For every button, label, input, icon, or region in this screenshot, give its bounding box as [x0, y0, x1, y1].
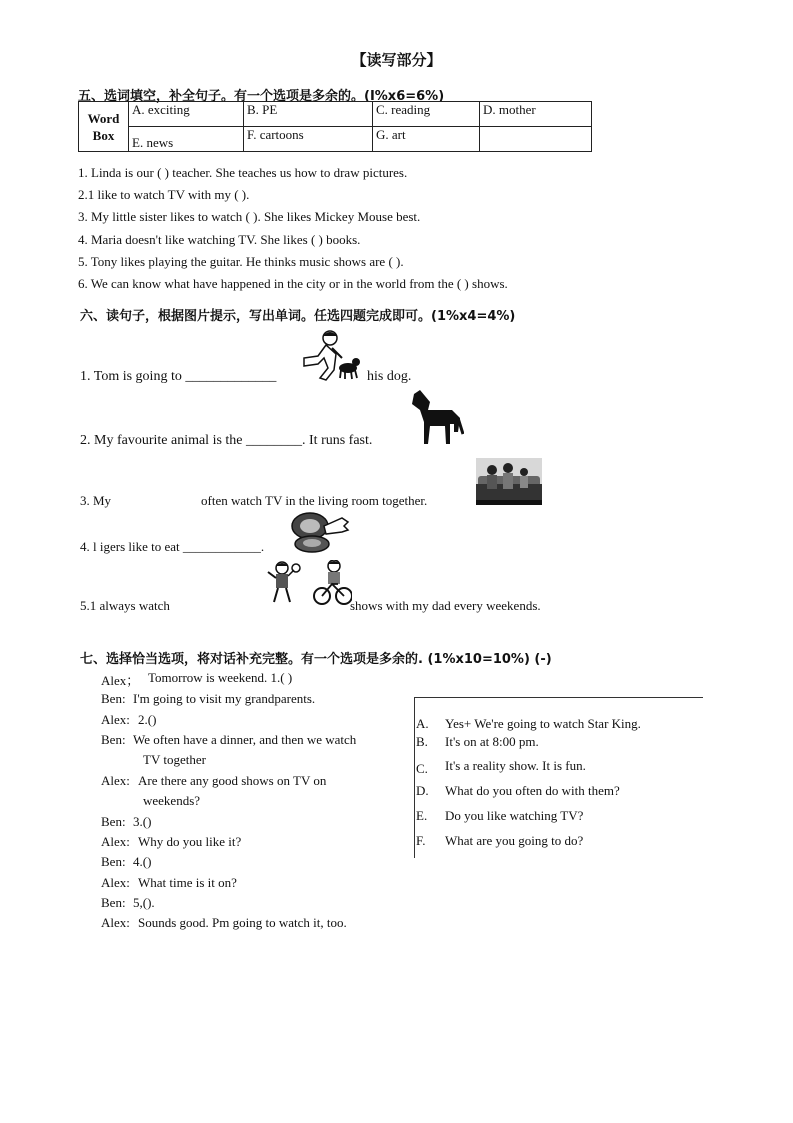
choice-text: It's on at 8:00 pm.: [445, 734, 539, 749]
dialogue-speaker: Ben:: [101, 814, 126, 829]
s5-sentence-4: 4. Maria doesn't like watching TV. She likes ( ) books.: [78, 232, 361, 247]
dialogue-line: I'm going to visit my grandparents.: [133, 691, 316, 706]
word-option: G. art: [373, 127, 480, 152]
s6-q2: 2. My favourite animal is the ________. It runs fast.: [80, 433, 373, 448]
s5-sentence-6: 6. We can know what have happened in the city or in the world from the ( ) shows.: [78, 276, 508, 291]
dialogue-speaker: Alex:: [101, 712, 130, 727]
choice-text: It's a reality show. It is fun.: [445, 758, 586, 773]
dialogue-speaker: Ben:: [101, 854, 126, 869]
s6-q1-start: 1. Tom is going to _____________: [80, 369, 277, 384]
section-6-heading: 六、读句子，根据图片提示，写出单词。任选四题完成即可。(1%x4=4%): [80, 309, 516, 324]
s5-sentence-5: 5. Tony likes playing the guitar. He thinks music shows are ( ).: [78, 254, 404, 269]
horse-picture: [408, 388, 464, 446]
choice-letter: C.: [416, 761, 428, 776]
word-option-empty: [480, 127, 592, 152]
word-option: D. mother: [480, 102, 592, 127]
dialogue-speaker: Ben:: [101, 691, 126, 706]
boy-walking-dog-picture: [296, 328, 362, 382]
dialogue-line: Why do you like it?: [138, 834, 242, 849]
dialogue-speaker: Alex:: [101, 875, 130, 890]
dialogue-speaker: Alex:: [101, 773, 130, 788]
word-option: C. reading: [373, 102, 480, 127]
family-on-sofa-picture: [476, 458, 542, 505]
dialogue-line: 2.(): [138, 712, 157, 727]
dialogue-line: TV together: [143, 752, 206, 767]
choice-letter: E.: [416, 808, 428, 823]
s6-q3-start: 3. My: [80, 493, 112, 508]
section-7-heading: 七、选择恰当选项，将对话补充完整。有一个选项是多余的. (1%x10=10%) (-): [80, 652, 552, 667]
word-box-label: Word Box: [79, 102, 129, 152]
dialogue-line: Tomorrow is weekend. 1.( ): [148, 670, 293, 685]
s6-q1-end: his dog.: [367, 369, 412, 384]
s5-sentence-1: 1. Linda is our ( ) teacher. She teaches us how to draw pictures.: [78, 165, 408, 180]
choice-letter: F.: [416, 833, 426, 848]
choice-letter: A.: [416, 716, 429, 731]
dialogue-line: Are there any good shows on TV on: [138, 773, 327, 788]
choice-text: Yes+ We're going to watch Star King.: [445, 716, 641, 731]
section-5-heading: 五、选词填空，补全句子。有一个选项是多余的。(I%x6=6%): [78, 89, 445, 104]
dialogue-speaker: Alex:: [101, 915, 130, 930]
choice-letter: B.: [416, 734, 428, 749]
dialogue-speaker: Alex；: [101, 673, 140, 688]
dialogue-speaker: Alex:: [101, 834, 130, 849]
s5-sentence-3: 3. My little sister likes to watch ( ). She likes Mickey Mouse best.: [78, 209, 421, 224]
s5-sentence-2: 2.1 like to watch TV with my ( ).: [78, 187, 250, 202]
word-option: A. exciting: [129, 102, 244, 127]
word-option: F. cartoons: [244, 127, 373, 152]
dialogue-line: What time is it on?: [138, 875, 237, 890]
s6-q5-end: shows with my dad every weekends.: [350, 598, 541, 613]
dialogue-line: weekends?: [143, 793, 201, 808]
word-option: B. PE: [244, 102, 373, 127]
word-box-table: [78, 101, 592, 152]
word-option: E. news: [129, 127, 244, 152]
s6-q3-end: often watch TV in the living room together.: [201, 493, 428, 508]
s6-q5-start: 5.1 always watch: [80, 598, 170, 613]
choice-text: Do you like watching TV?: [445, 808, 584, 823]
dialogue-line: We often have a dinner, and then we watch: [133, 732, 357, 747]
page-title: 【读写部分】: [351, 51, 442, 69]
s6-q4: 4. l igers like to eat ____________.: [80, 539, 265, 554]
sports-picture: [266, 560, 352, 606]
choice-text: What are you going to do?: [445, 833, 584, 848]
dialogue-speaker: Ben:: [101, 895, 126, 910]
dialogue-line: Sounds good. Pm going to watch it, too.: [138, 915, 347, 930]
dialogue-line: 3.(): [133, 814, 152, 829]
choice-letter: D.: [416, 783, 429, 798]
choice-text: What do you often do with them?: [445, 783, 620, 798]
dialogue-line: 4.(): [133, 854, 152, 869]
dialogue-line: 5,().: [133, 895, 155, 910]
meat-picture: [290, 510, 350, 554]
dialogue-speaker: Ben:: [101, 732, 126, 747]
